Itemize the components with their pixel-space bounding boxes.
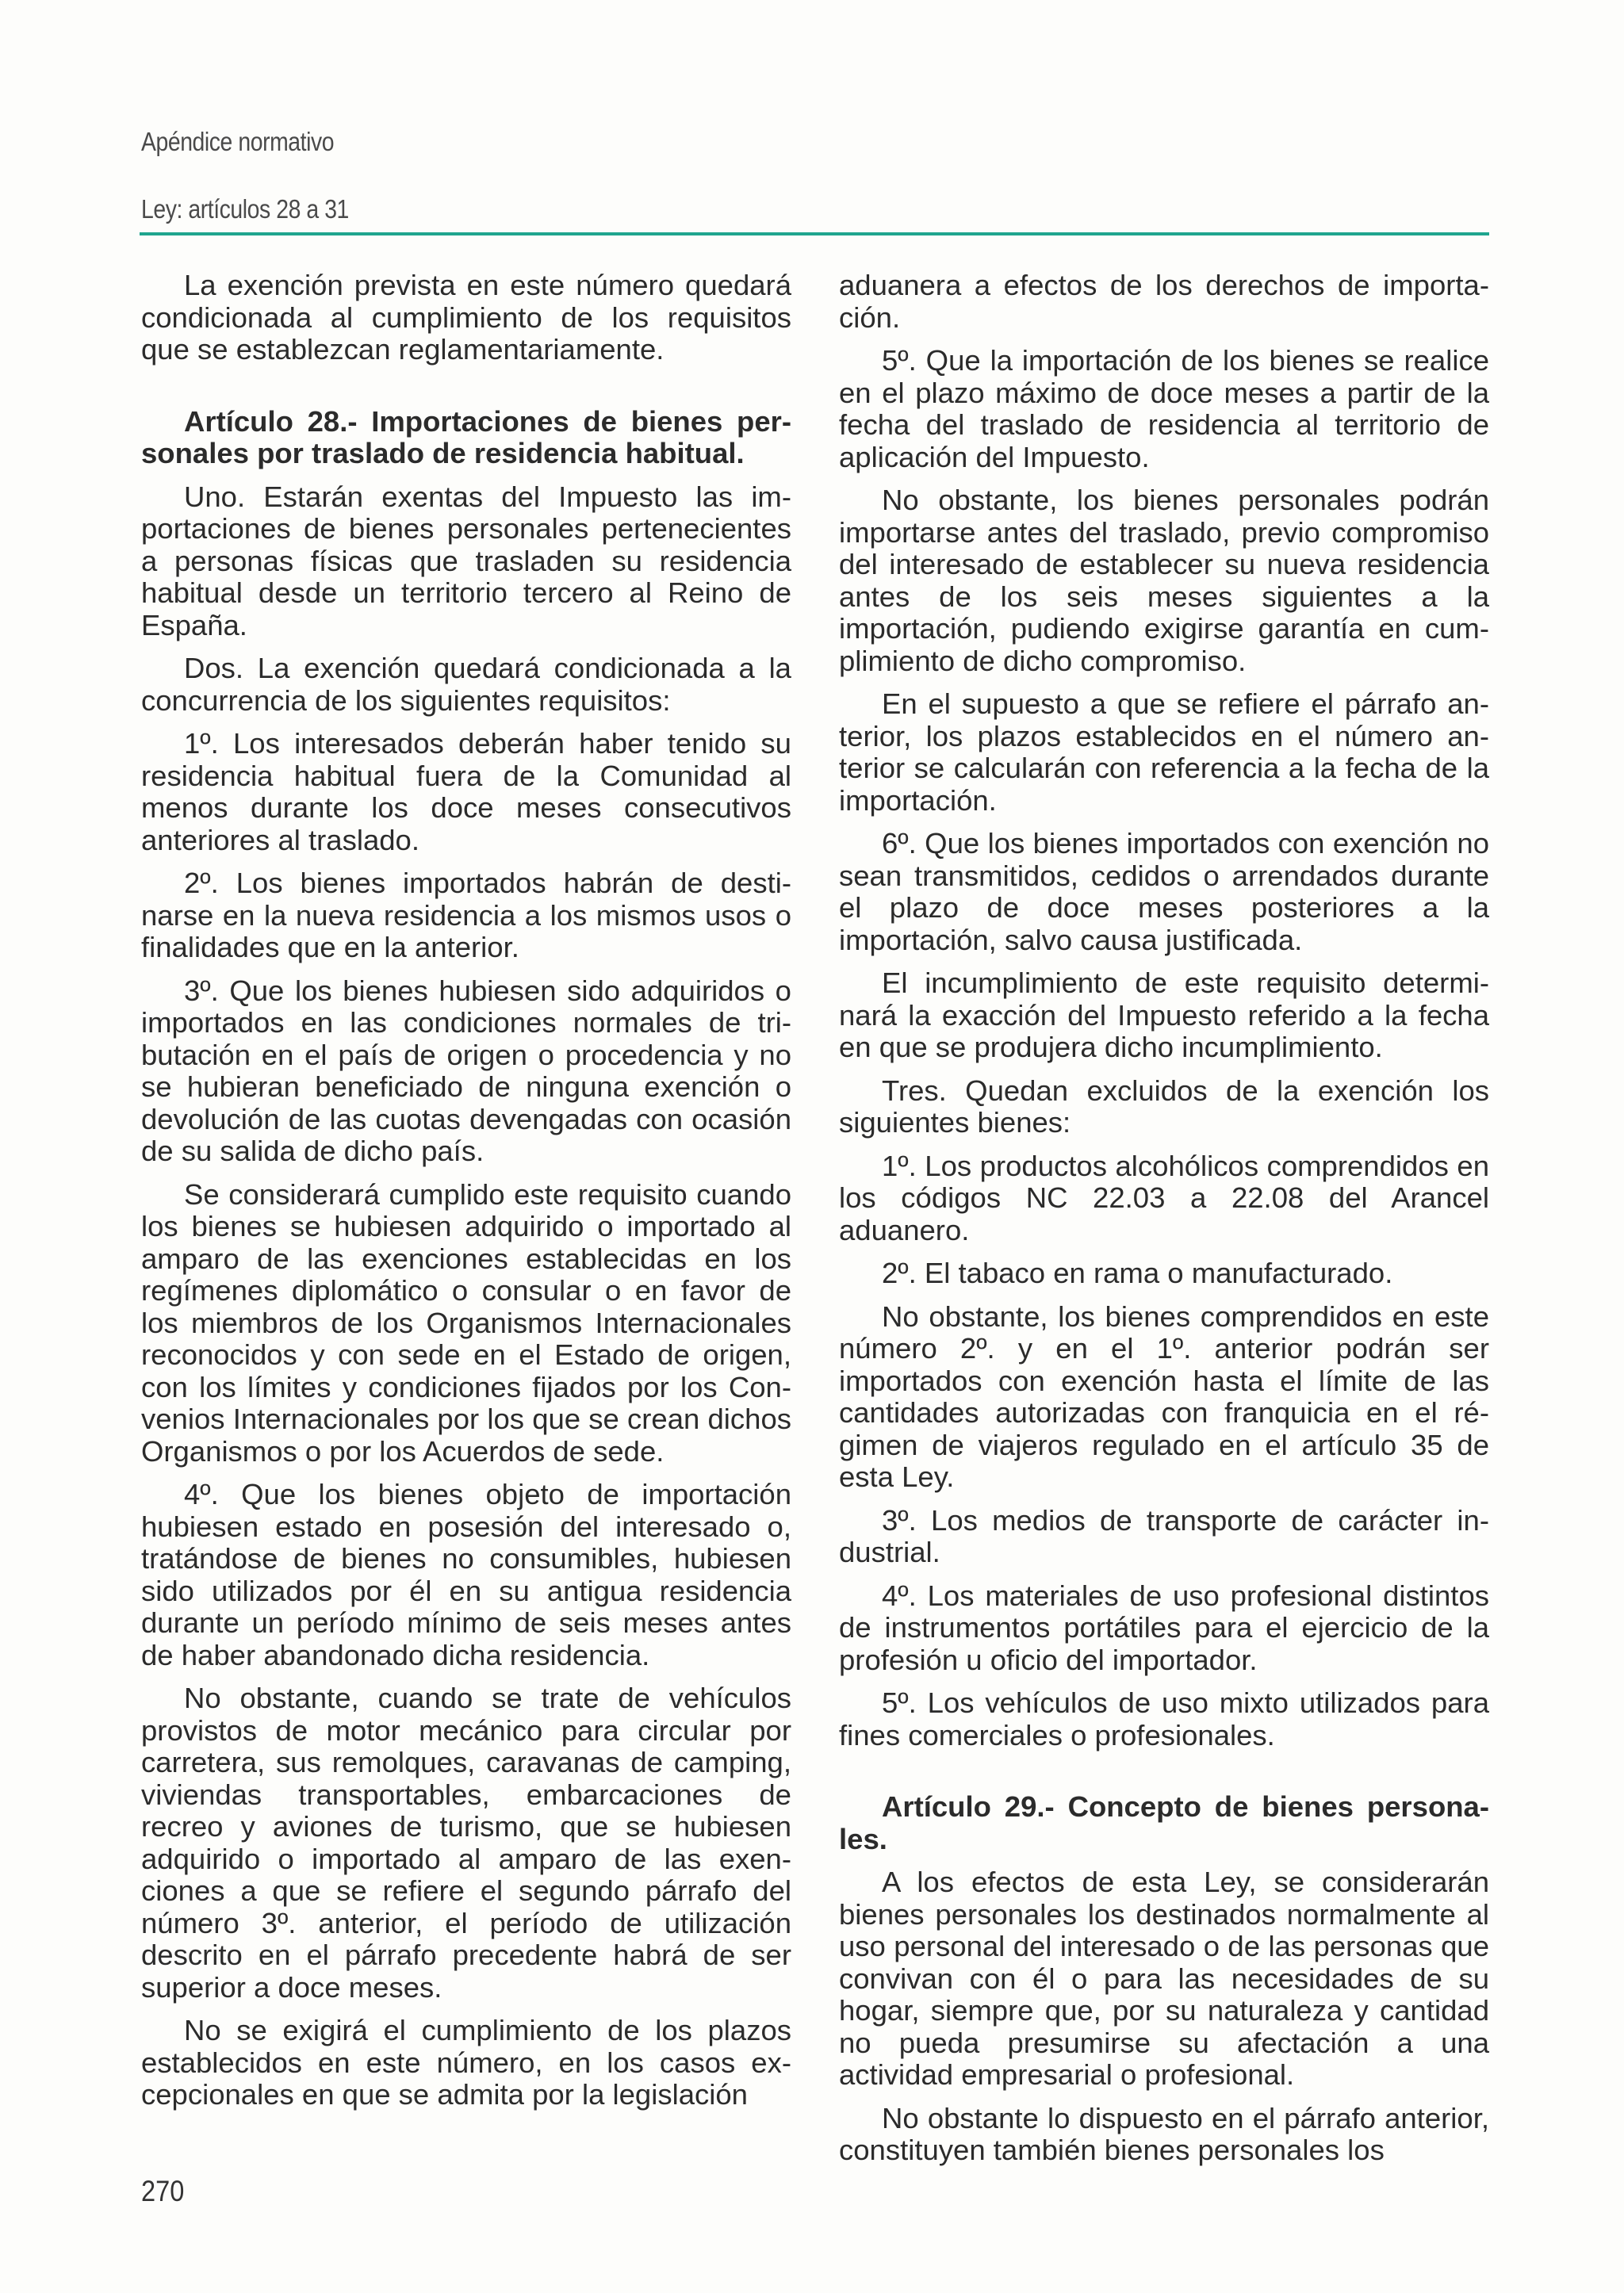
paragraph: 1º. Los interesados deberán haber tenido su residencia habitual fuera de la Comunidad al menos durante los doce meses consecutivos anteriores al traslado. [141, 727, 791, 856]
paragraph: 2º. Los bienes importados habrán de destinarse en la nueva residencia a los mismos usos o finalidades que en la anterior. [141, 867, 791, 963]
paragraph: En el supuesto a que se refiere el párrafo anterior, los plazos establecidos en el número anterior se calcularán con referencia a la fecha de la importación. [839, 687, 1489, 817]
paragraph: No obstante, los bienes personales podrán importarse antes del traslado, previo compromiso del interesado de establecer su nueva residencia antes de los seis meses siguientes a la importación, pudiendo exigirse garantía en cumplimiento de dicho compromiso. [839, 484, 1489, 677]
article-heading: Artículo 29.- Concepto de bienes personales. [839, 1790, 1489, 1855]
paragraph: Se considerará cumplido este requisito cuando los bienes se hubiesen adquirido o importado al amparo de las exenciones establecidas en los regímenes diplomático o consular o en favor de los miembros de los Organismos Internacionales reconocidos y con sede en el Estado de origen, con los límites y condiciones fijados por los Convenios Internacionales por los que se crean dichos Organismos o por los Acuerdos de sede. [141, 1177, 791, 1468]
paragraph: 3º. Los medios de transporte de carácter industrial. [839, 1503, 1489, 1568]
paragraph: 6º. Que los bienes importados con exención no sean transmitidos, cedidos o arrendados durante el plazo de doce meses posteriores a la importación, salvo causa justificada. [839, 827, 1489, 956]
paragraph: No obstante, cuando se trate de vehículos provistos de motor mecánico para circular por carretera, sus remolques, caravanas de camping, viviendas transportables, embarcaciones de recreo y aviones de turismo, que se hubiesen adquirido o importado al amparo de las exenciones a que se refiere el segundo párrafo del número 3º. anterior, el período de utilización descrito en el párrafo precedente habrá de ser superior a doce meses. [141, 1682, 791, 2004]
paragraph: 2º. El tabaco en rama o manufacturado. [882, 1257, 1393, 1289]
paragraph: 4º. Que los bienes objeto de importación hubiesen estado en posesión del interesado o, tratándose de bienes no consumibles, hubiesen sido utilizados por él en su antigua residencia durante un período mínimo de seis meses antes de haber abandonado dicha residencia. [141, 1478, 791, 1671]
page-number: 270 [141, 2175, 185, 2207]
paragraph: No obstante, los bienes comprendidos en este número 2º. y en el 1º. anterior podrán ser importados con exención hasta el límite de las cantidades autorizadas con franquicia en el régimen de viajeros regulado en el artículo 35 de esta Ley. [839, 1300, 1489, 1493]
running-head-section: Apéndice normativo [141, 127, 335, 156]
paragraph: El incumplimiento de este requisito determinará la exacción del Impuesto referido a la fecha en que se produjera dicho incumplimiento. [839, 967, 1489, 1063]
paragraph: 4º. Los materiales de uso profesional distintos de instrumentos portátiles para el ejercicio de la profesión u oficio del importador. [839, 1579, 1489, 1676]
header-rule [140, 232, 1489, 235]
paragraph: No obstante lo dispuesto en el párrafo anterior, constituyen también bienes personales los [839, 2101, 1489, 2166]
article-heading: Artículo 28.- Importaciones de bienes personales por traslado de residencia habitual. [141, 404, 791, 469]
paragraph: aduanera a efectos de los derechos de importación. [839, 269, 1489, 334]
paragraph: Uno. Estarán exentas del Impuesto las importaciones de bienes personales pertenecientes a personas físicas que trasladen su residencia habitual desde un territorio tercero al Reino de España. [141, 480, 791, 641]
paragraph: 1º. Los productos alcohólicos comprendidos en los códigos NC 22.03 a 22.08 del Arancel aduanero. [839, 1149, 1489, 1246]
right-column [839, 270, 1489, 2178]
running-head-subsection: Ley: artículos 28 a 31 [141, 194, 349, 224]
paragraph: 5º. Que la importación de los bienes se realice en el plazo máximo de doce meses a partir de la fecha del traslado de residencia al territorio de aplicación del Impuesto. [839, 344, 1489, 473]
paragraph: A los efectos de esta Ley, se considerarán bienes personales los destinados normalmente al uso personal del interesado o de las personas que convivan con él o para las necesidades de su hogar, siempre que, por su naturaleza y cantidad no pueda presumirse su afectación a una actividad empresarial o profesional. [839, 1866, 1489, 2091]
paragraph: La exención prevista en este número quedará condicionada al cumplimiento de los requisitos que se establezcan reglamentariamente. [141, 269, 791, 366]
paragraph: 3º. Que los bienes hubiesen sido adquiridos o importados en las condiciones normales de tributación en el país de origen o procedencia y no se hubieran beneficiado de ninguna exención o devolución de las cuotas devengadas con ocasión de su salida de dicho país. [141, 974, 791, 1167]
paragraph: Tres. Quedan excluidos de la exención los siguientes bienes: [839, 1074, 1489, 1139]
paragraph: No se exigirá el cumplimiento de los plazos establecidos en este número, en los casos excepcionales en que se admita por la legislación [141, 2014, 791, 2111]
left-column [141, 270, 791, 2123]
paragraph: Dos. La exención quedará condicionada a la concurrencia de los siguientes requisitos: [141, 652, 791, 717]
paragraph: 5º. Los vehículos de uso mixto utilizados para fines comerciales o profesionales. [839, 1686, 1489, 1751]
